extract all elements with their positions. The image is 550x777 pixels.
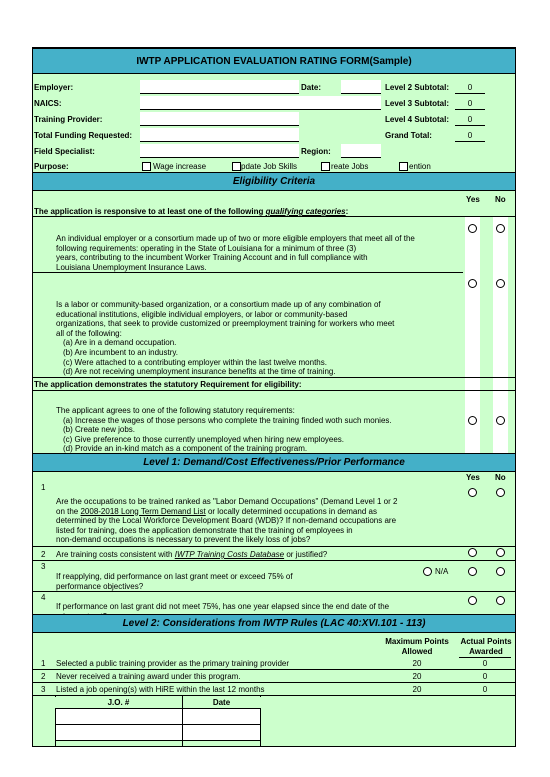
max-points-header: Maximum Points Allowed (385, 637, 449, 656)
level4-subtotal-label: Level 4 Subtotal: (385, 115, 450, 124)
level2-row3-number: 3 (41, 685, 46, 694)
naics-field[interactable] (140, 96, 381, 109)
qualifying-intro: The application is responsive to at least one of the following qualifying categories: (34, 207, 349, 216)
qualifying-categories-link[interactable]: qualifying categories (265, 207, 346, 216)
level1-q2-number: 2 (41, 550, 46, 559)
level1-no-header: No (495, 473, 506, 482)
level1-heading: Level 1: Demand/Cost Effectiveness/Prior Performance (33, 453, 515, 472)
level2-row2-text: Never received a training award under this program. (56, 672, 241, 681)
total-funding-field[interactable] (140, 128, 299, 141)
level2-row2-number: 2 (41, 672, 46, 681)
eligibility-yes-header: Yes (466, 195, 480, 204)
actual-points-header: Actual Points Awarded (460, 637, 512, 656)
region-field[interactable] (341, 144, 381, 157)
level1-q4-number: 4 (41, 593, 46, 602)
level2-subtotal-label: Level 2 Subtotal: (385, 83, 450, 92)
field-specialist-label: Field Specialist: (34, 147, 95, 156)
purpose-option-skills: pdate Job Skills (241, 162, 298, 171)
training-provider-field[interactable] (140, 112, 299, 125)
q2-no-radio[interactable] (496, 548, 505, 557)
eligibility-heading: Eligibility Criteria (33, 172, 515, 191)
level1-q4-text: If performance on last grant did not meet 75%, has one year elapsed since the end date of the (56, 602, 390, 611)
q2-yes-radio[interactable] (468, 548, 477, 557)
date-label: Date: (301, 83, 322, 92)
training-provider-label: Training Provider: (34, 115, 103, 124)
jo-date-cell-2[interactable] (183, 725, 260, 740)
evaluation-form (32, 47, 516, 747)
cat2-yes-radio[interactable] (468, 279, 477, 288)
jo-number-cell-2[interactable] (56, 725, 182, 740)
purpose-checkbox-jobs[interactable] (321, 162, 330, 171)
total-funding-label: Total Funding Requested: (34, 131, 133, 140)
level2-row1-number: 1 (41, 659, 46, 668)
level1-q1-number: 1 (41, 483, 46, 492)
eligibility-no-header: No (495, 195, 506, 204)
jo-number-header: J.O. # (55, 697, 182, 709)
employer-label: Employer: (34, 83, 74, 92)
level2-row2-max: 20 (412, 672, 422, 681)
level2-row1-text: Selected a public training provider as the primary training provider (56, 659, 290, 668)
grand-total-label: Grand Total: (385, 131, 432, 140)
statutory-yes-radio[interactable] (468, 416, 477, 425)
statutory-heading: The application demonstrates the statutory Requirement for eligibility: (34, 380, 302, 389)
level2-row3-max: 20 (412, 685, 422, 694)
grand-total-value: 0 (467, 131, 473, 140)
purpose-checkbox-skills[interactable] (232, 162, 241, 171)
cat1-yes-radio[interactable] (468, 224, 477, 233)
level1-q2-text: Are training costs consistent with IWTP Training Costs Database or justified? (56, 550, 328, 559)
q1-no-radio[interactable] (496, 488, 505, 497)
cat1-no-radio[interactable] (496, 224, 505, 233)
region-label: Region: (301, 147, 331, 156)
q3-na-radio[interactable] (423, 567, 432, 576)
jo-number-cell-1[interactable] (56, 709, 182, 724)
form-title: IWTP APPLICATION EVALUATION RATING FORM(Sample) (33, 48, 515, 74)
jo-date-cell-1[interactable] (183, 709, 260, 724)
field-specialist-field[interactable] (140, 144, 299, 157)
level1-q1-text: Are the occupations to be trained ranked as "Labor Demand Occupations" (Demand Level 1 or 2 on the 2008-2018 Long Term Demand List or locally determined occupations in demand as determined by the Local Workforce Development Board (WDB)? If non-demand occupations are listed for training, does the application demonstrate that the training of employees in non-demand occupations is necessary to prevent the likely loss of jobs? (56, 497, 398, 545)
category1-text: An individual employer or a consortium made up of two or more eligible employers that meet all of the following requirements: operating in the State of Louisiana for a minimum of three (3) years, contributing to the incumbent Worker Training Account and in full compliance with Louisiana Unemployment Insurance Laws. (56, 234, 415, 272)
level2-heading: Level 2: Considerations from IWTP Rules (LAC 40:XVI.101 - 113) (33, 614, 515, 633)
level1-yes-header: Yes (466, 473, 480, 482)
level3-subtotal-label: Level 3 Subtotal: (385, 99, 450, 108)
q4-no-radio[interactable] (496, 596, 505, 605)
purpose-option-retention: ention (409, 162, 431, 171)
purpose-checkbox-retention[interactable] (399, 162, 408, 171)
naics-label: NAICS: (34, 99, 62, 108)
level2-row2-actual: 0 (482, 672, 488, 681)
level1-q3-number: 3 (41, 562, 46, 571)
jo-date-header: Date (182, 697, 261, 709)
employer-field[interactable] (140, 80, 299, 93)
level4-subtotal-value: 0 (467, 115, 473, 124)
category2-text: Is a labor or community-based organization, or a consortium made up of any combination of educational institutions, eligible individual employers, or labor or community-based organizations, that seek to provide customized or preemployment training for workers who meet all of the following: (a) Are in a demand occupation. (b) Are incumbent to an industry. (c) Were attached to a contributing employer within the last twelve months. (d) Are not receiving unemployment insurance benefits at the time of training. (56, 300, 395, 377)
purpose-option-jobs: reate Jobs (331, 162, 369, 171)
level2-row3-actual: 0 (482, 685, 488, 694)
date-field[interactable] (341, 80, 381, 93)
statutory-text: The applicant agrees to one of the following statutory requirements: (a) Increase the wages of those persons who complete the training finded woth such monies. (b) Create new jobs. (c) Give preference to those currently unemployed when hiring new employees. (d) Provide an in-kind match as a component of the training program. (56, 406, 392, 454)
cat2-no-radio[interactable] (496, 279, 505, 288)
level1-q3-text: If reapplying, did performance on last grant meet or exceed 75% of performance objectives? (56, 572, 293, 591)
q3-na-label: N/A (435, 567, 449, 576)
demand-list-link[interactable]: 2008-2018 Long Term Demand List (80, 506, 206, 516)
q3-no-radio[interactable] (496, 567, 505, 576)
level2-row1-max: 20 (412, 659, 422, 668)
purpose-label: Purpose: (34, 162, 69, 171)
level2-row1-actual: 0 (482, 659, 488, 668)
purpose-checkbox-wage[interactable] (142, 162, 151, 171)
q1-yes-radio[interactable] (468, 488, 477, 497)
statutory-no-radio[interactable] (496, 416, 505, 425)
level3-subtotal-value: 0 (467, 99, 473, 108)
level2-subtotal-value: 0 (467, 83, 473, 92)
level2-row3-text: Listed a job opening(s) with HiRE within the last 12 months (56, 685, 265, 694)
training-costs-database-link[interactable]: IWTP Training Costs Database (174, 550, 285, 559)
purpose-option-wage: Wage increase (153, 162, 207, 171)
q4-yes-radio[interactable] (468, 596, 477, 605)
q3-yes-radio[interactable] (468, 567, 477, 576)
